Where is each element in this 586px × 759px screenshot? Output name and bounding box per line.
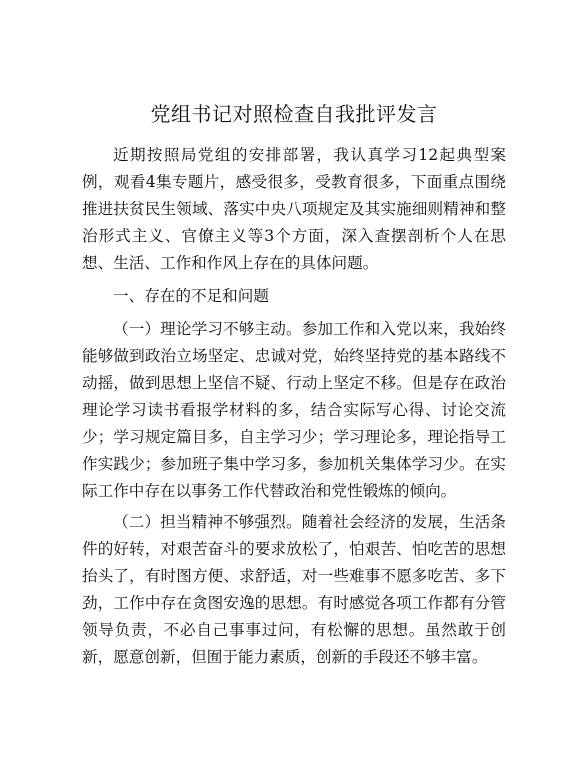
section-heading-problems: 一、存在的不足和问题 bbox=[113, 287, 269, 305]
intro-paragraph: 近期按照局党组的安排部署，我认真学习12起典型案例，观看4集专题片，感受很多，受教育很多，下面重点围绕推进扶贫民生领域、落实中央八项规定及其实施细则精神和整治形式主义、官僚主义等3个方面，深入查摆剖析个人在思想、生活、工作和作风上存在的具体问题。 bbox=[82, 146, 506, 272]
document-title: 党组书记对照检查自我批评发言 bbox=[150, 102, 438, 126]
point-responsibility: （二）担当精神不够强烈。随着社会经济的发展，生活条件的好转，对艰苦奋斗的要求放松了，怕艰苦、怕吃苦的思想抬头了，有时图方便、求舒适，对一些难事不愿多吃苦、多下劲，工作中存在贪图安逸的思想。有时感觉各项工作都有分管领导负责，不必自己事事过问，有松懈的思想。虽然敢于创新，愿意创新，但囿于能力素质，创新的手段还不够丰富。 bbox=[82, 513, 506, 666]
document-page bbox=[82, 96, 506, 675]
point-theory-study: （一）理论学习不够主动。参加工作和入党以来，我始终能够做到政治立场坚定、忠诚对党，始终坚持党的基本路线不动摇，做到思想上坚信不疑、行动上坚定不移。但是存在政治理论学习读书看报学材料的多，结合实际写心得、讨论交流少；学习规定篇目多，自主学习少；学习理论多，理论指导工作实践少；参加班子集中学习多，参加机关集体学习少。在实际工作中存在以事务工作代替政治和党性锻炼的倾向。 bbox=[82, 320, 506, 500]
